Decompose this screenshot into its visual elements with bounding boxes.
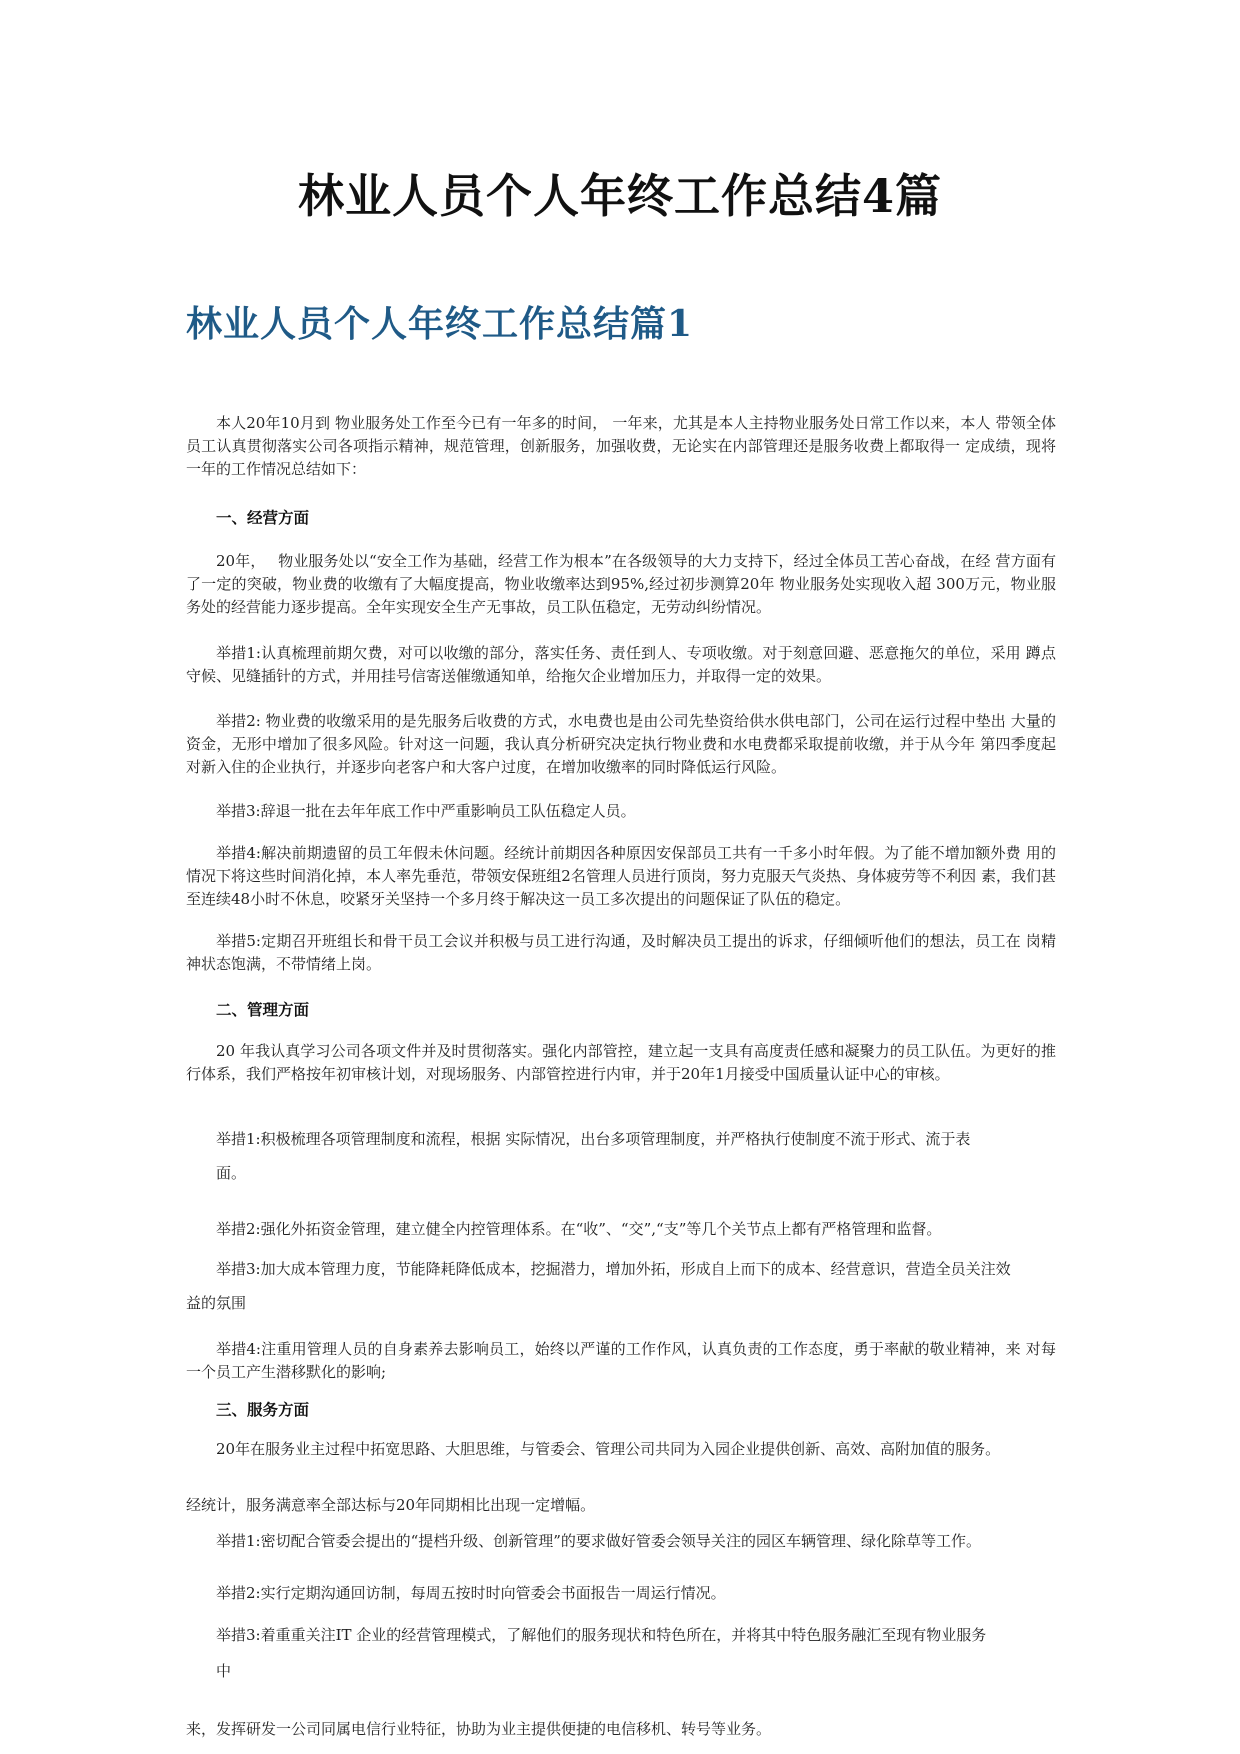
measure-paragraph: 举措3:加大成本管理力度，节能降耗降低成本，挖掘潜力，增加外拓，形成自上而下的成本、经营意识，营造全员关注效	[216, 1260, 1011, 1278]
measure-paragraph: 举措1:认真梳理前期欠费，对可以收缴的部分，落实任务、责任到人、专项收缴。对于刻意回避、恶意拖欠的单位，采用 蹲点守候、见缝插针的方式，并用挂号信寄送催缴通知单，给拖欠企业增加压力，并取得一定的效果。	[186, 644, 1056, 685]
service-paragraph-continued: 经统计，服务满意率全部达标与20年同期相比出现一定增幅。	[186, 1496, 596, 1514]
measure-paragraph-continued: 益的氛围	[186, 1294, 247, 1312]
measure-paragraph: 举措2:强化外拓资金管理，建立健全内控管理体系。在“收”、“交”,“支”等几个关节点上都有严格管理和监督。	[216, 1220, 942, 1238]
measure-paragraph-continued: 来，发挥研发一公司同属电信行业特征，协助为业主提供便捷的电信移机、转号等业务。	[186, 1720, 772, 1738]
measure-paragraph: 举措3:辞退一批在去年年底工作中严重影响员工队伍稳定人员。	[216, 802, 636, 820]
measure-paragraph: 举措2: 物业费的收缴采用的是先服务后收费的方式，水电费也是由公司先垫资给供水供电部门，公司在运行过程中垫出 大量的资金，无形中增加了很多风险。针对这一问题，我认真分析研究决定执行物业费和水电费都采取提前收缴，并于从今年 第四季度起对新入住的企业执行，并逐步向老客户和大客户过度，在增加收缴率的同时降低运行风险。	[186, 712, 1056, 776]
measure-paragraph: 举措2:实行定期沟通回访制，每周五按时时向管委会书面报告一周运行情况。	[216, 1584, 726, 1602]
heading-management: 二、管理方面	[216, 1000, 310, 1019]
operations-paragraph: 20年， 物业服务处以“安全工作为基础，经营工作为根本”在各级领导的大力支持下，经过全体员工苦心奋战，在经 营方面有了一定的突破，物业费的收缴有了大幅度提高，物业收缴率达到95%,经过初步测算20年 物业服务处实现收入超 300万元，物业服务处的经营能力逐步提高。全年实现安全生产无事故，员工队伍稳定，无劳动纠纷情况。	[186, 552, 1056, 616]
document-title: 林业人员个人年终工作总结4篇	[297, 169, 942, 223]
measure-paragraph: 举措5:定期召开班组长和骨干员工会议并积极与员工进行沟通，及时解决员工提出的诉求，仔细倾听他们的想法，员工在 岗精神状态饱满，不带情绪上岗。	[186, 932, 1056, 973]
measure-paragraph: 举措1:密切配合管委会提出的“提档升级、创新管理”的要求做好管委会领导关注的园区车辆管理、绿化除草等工作。	[216, 1532, 981, 1550]
measure-paragraph-continued: 中	[216, 1662, 232, 1680]
heading-operations: 一、经营方面	[216, 508, 310, 527]
management-paragraph: 20 年我认真学习公司各项文件并及时贯彻落实。强化内部管控，建立起一支具有高度责任感和凝聚力的员工队伍。为更好的推行体系，我们严格按年初审核计划，对现场服务、内部管控进行内审，并于20年1月接受中国质量认证中心的审核。	[186, 1042, 1056, 1083]
measure-paragraph: 举措1:积极梳理各项管理制度和流程，根据 实际情况，出台多项管理制度，并严格执行使制度不流于形式、流于表	[216, 1130, 971, 1148]
intro-paragraph: 本人20年10月到 物业服务处工作至今已有一年多的时间， 一年来，尤其是本人主持物业服务处日常工作以来，本人 带领全体员工认真贯彻落实公司各项指示精神，规范管理，创新服务，加强收费，无论实在内部管理还是服务收费上都取得一 定成绩，现将一年的工作情况总结如下：	[186, 414, 1056, 478]
section-title: 林业人员个人年终工作总结篇1	[186, 303, 694, 345]
heading-service: 三、服务方面	[216, 1400, 310, 1419]
measure-paragraph: 举措4:解决前期遗留的员工年假未休问题。经统计前期因各种原因安保部员工共有一千多小时年假。为了能不增加额外费 用的情况下将这些时间消化掉，本人率先垂范，带领安保班组2名管理人员进行顶岗，努力克服天气炎热、身体疲劳等不利因 素，我们甚至连续48小时不休息，咬紧牙关坚持一个多月终于解决这一员工多次提出的问题保证了队伍的稳定。	[186, 844, 1056, 908]
measure-paragraph: 举措3:着重重关注IT 企业的经营管理模式，了解他们的服务现状和特色所在，并将其中特色服务融汇至现有物业服务	[216, 1626, 987, 1644]
measure-paragraph: 举措4:注重用管理人员的自身素养去影响员工，始终以严谨的工作作风，认真负责的工作态度，勇于率献的敬业精神，来 对每一个员工产生潜移默化的影响;	[186, 1340, 1056, 1381]
measure-paragraph-continued: 面。	[216, 1164, 247, 1182]
service-paragraph: 20年在服务业主过程中拓宽思路、大胆思维，与管委会、管理公司共同为入园企业提供创新、高效、高附加值的服务。	[216, 1440, 1001, 1458]
